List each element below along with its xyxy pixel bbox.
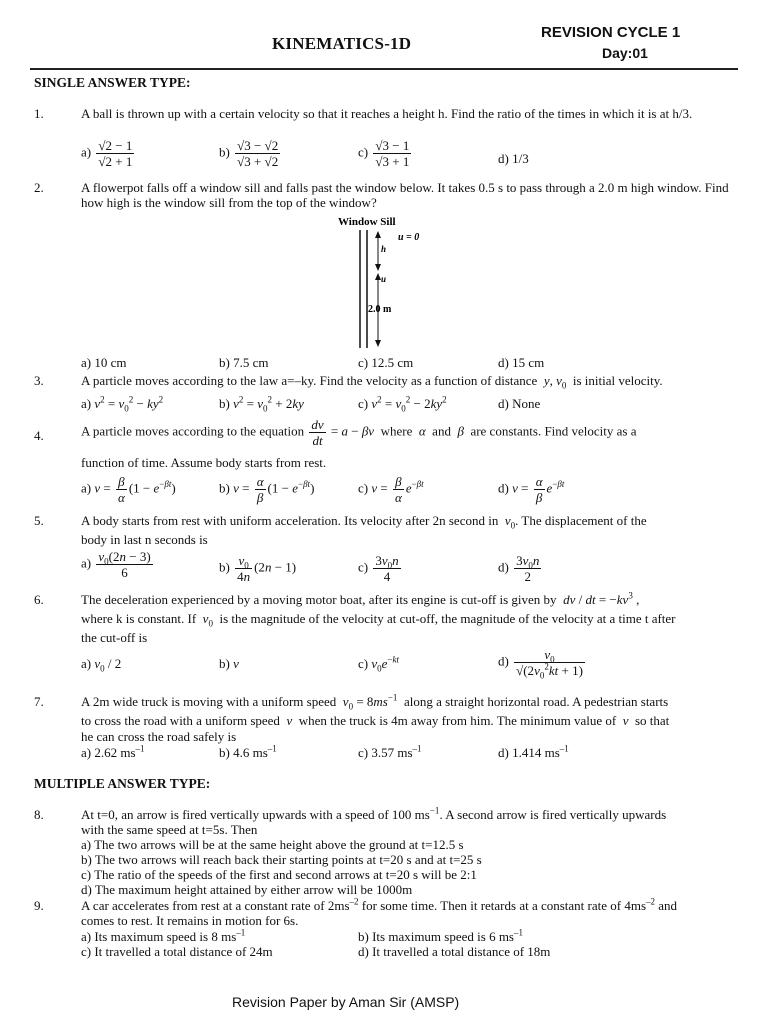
q8-text: At t=0, an arrow is fired vertically upwards with a speed of 100 $ms^{-1}$. A second arrow is fired vertically upwards: [81, 805, 667, 822]
q5-option-d: d) $\frac{3v_0n}{2}$: [498, 553, 540, 584]
fig-u-label: u: [381, 274, 387, 284]
q4-option-c: c) v = $\frac{\beta}{\alpha}$ $e^{-\beta t}$: [358, 474, 424, 505]
q5-text-end: . The displacement of the: [515, 513, 647, 528]
q7-text-line3: he can cross the road safely is: [81, 729, 237, 744]
q9-option-b-exp: –1: [514, 927, 523, 938]
q7-option-d-text: d) 1.414 ms: [498, 745, 560, 760]
q9-exp-2: –2: [646, 896, 656, 907]
q9-text: [81, 898, 677, 914]
q5-text-start: A body starts from rest with uniform acceleration. Its velocity after 2n second in: [81, 513, 499, 528]
q7-line2c: so that: [634, 713, 670, 728]
q7-option-b-exp: –1: [267, 743, 277, 754]
q3-option-d: d) None: [498, 396, 541, 411]
window-sill-figure: [330, 212, 440, 350]
q6-text: The deceleration experienced by a moving motor boat, after its engine is cut-off is given by dv / dt = $-kv^3$ ,: [81, 590, 640, 607]
q7-option-d: [498, 745, 569, 761]
q7-option-c: [358, 745, 422, 761]
q9-option-a: [81, 929, 245, 945]
q3-number: 3.: [34, 373, 44, 388]
q2-option-b: b) 7.5 cm: [219, 355, 269, 370]
q4-option-d: d) v = $\frac{\alpha}{\beta}$ $e^{-\beta t}$: [498, 474, 565, 505]
section-single: SINGLE ANSWER TYPE:: [34, 75, 191, 90]
q7-option-c-text: c) 3.57 ms: [358, 745, 413, 760]
q6-option-d: d) $\frac{v_0}{√(2v_0^2kt + 1)}$: [498, 647, 583, 681]
q4-option-a: a) v = $\frac{\beta}{\alpha}$ $(1 - e^{-\beta t})$: [81, 474, 176, 505]
q9-text-line2: comes to rest. It remains in motion for 6s.: [81, 913, 299, 928]
q8-option-b: b) The two arrows will reach back their starting points at t=20 s and at t=25 s: [81, 852, 482, 867]
q4-number: 4.: [34, 428, 44, 443]
q3-option-b: b) $v^2 = v_0^2 + 2ky$: [219, 394, 304, 414]
q9-option-a-exp: –1: [236, 927, 246, 938]
q8-text-line2: with the same speed at t=5s. Then: [81, 822, 258, 837]
header-rule: [30, 68, 738, 70]
q3-option-a: a) $v^2 = v_0^2 - ky^2$: [81, 394, 164, 414]
q1-text: A ball is thrown up with a certain velocity so that it reaches a height h. Find the ratio of the times in which it is at h/3.: [81, 106, 693, 121]
q6-line2-start: where k is constant. If: [81, 611, 197, 626]
q2-option-c: c) 12.5 cm: [358, 355, 414, 370]
section-multiple: MULTIPLE ANSWER TYPE:: [34, 776, 211, 791]
q9-option-b: [358, 929, 523, 945]
q6-option-c: c) $v_0e^{-kt}$: [358, 654, 399, 674]
q6-text-line2: where k is constant. If $v_0$ is the magnitude of the velocity at cut-off, the magnitude of the velocity at a time t after: [81, 611, 676, 629]
q1-option-c: c) $\frac{√3 - 1}{√3 + 1}$: [358, 138, 410, 169]
fig-2m-label: 2.0 m: [368, 304, 392, 315]
q6-text-line3: the cut-off is: [81, 630, 148, 645]
fig-window-sill-label: Window Sill: [338, 216, 396, 228]
q9-option-c: c) It travelled a total distance of 24m: [81, 944, 273, 959]
q7-text-line2: to cross the road with a uniform speed v when the truck is 4m away from him. The minimum value of v so that: [81, 713, 670, 728]
q5-option-b: b) $\frac{v_0}{4n}$ (2n − 1): [219, 553, 297, 584]
q7-option-b: [219, 745, 277, 761]
q3-text: A particle moves according to the law a=–ky. Find the velocity as a function of distance y, $v_0$ is initial velocity.: [81, 373, 663, 391]
q6-text-start: The deceleration experienced by a moving motor boat, after its engine is cut-off is given by: [81, 592, 557, 607]
q8-option-d: d) The maximum height attained by either arrow will be 1000m: [81, 882, 413, 897]
q7-option-a: [81, 745, 145, 761]
q2-text: A flowerpot falls off a window sill and falls past the window below. It takes 0.5 s to pass through a 2.0 m high window. Find how high is the window sill from the top of the window?: [81, 180, 729, 210]
q7-option-a-text: a) 2.62 ms: [81, 745, 136, 760]
q4-text: A particle moves according to the equation $\frac{dv}{dt}$ = a − βv where α and β are constants. Find velocity as a: [81, 417, 637, 448]
revision-cycle: REVISION CYCLE 1: [541, 24, 681, 41]
q2-number: 2.: [34, 180, 44, 195]
q1-option-d: d) 1/3: [498, 151, 529, 166]
q5-number: 5.: [34, 513, 44, 528]
q7-text: A 2m wide truck is moving with a uniform speed $v_0 = 8ms^{-1}$ along a straight horizontal road. A pedestrian starts: [81, 692, 669, 712]
q9-number: 9.: [34, 898, 44, 913]
q1-number: 1.: [34, 106, 44, 121]
q4-text-end: are constants. Find velocity as a: [470, 423, 637, 439]
footer-credit: Revision Paper by Aman Sir (AMSP): [232, 994, 460, 1010]
q1-option-b: b) $\frac{√3 - √2}{√3 + √2}$: [219, 138, 279, 169]
q2-option-d: d) 15 cm: [498, 355, 545, 370]
q3-text-end: is initial velocity.: [572, 373, 663, 388]
q6-option-a: a) $v_0 / 2$: [81, 656, 122, 674]
q8-option-a: a) The two arrows will be at the same height above the ground at t=12.5 s: [81, 837, 464, 852]
q7-option-d-exp: –1: [559, 743, 569, 754]
q5-option-a: a) $\frac{v_0(2n - 3)}{6}$: [81, 549, 151, 580]
q5-text-line2: body in last n seconds is: [81, 532, 208, 547]
q3-option-c: c) $v^2 = v_0^2 - 2ky^2$: [358, 394, 447, 414]
q7-line2b: when the truck is 4m away from him. The minimum value of: [298, 713, 617, 728]
q9-option-d: d) It travelled a total distance of 18m: [358, 944, 551, 959]
day-label: Day:01: [602, 45, 648, 61]
q6-line2-end: is the magnitude of the velocity at cut-off, the magnitude of the velocity at a time t after: [219, 611, 676, 626]
q8-number: 8.: [34, 807, 44, 822]
fig-h-label: h: [381, 244, 387, 254]
q9-text-c: and: [658, 898, 678, 913]
q7-option-b-text: b) 4.6 ms: [219, 745, 268, 760]
q2-option-a: a) 10 cm: [81, 355, 127, 370]
q4-option-b: b) v = $\frac{\alpha}{\beta}$ $(1 - e^{-\beta t})$: [219, 474, 315, 505]
q9-option-b-text: b) Its maximum speed is 6 ms: [358, 929, 514, 944]
q6-number: 6.: [34, 592, 44, 607]
q4-text-line2: function of time. Assume body starts from rest.: [81, 455, 327, 470]
q9-text-start: A car accelerates from rest at a constant rate of 2ms: [81, 898, 350, 913]
q7-text-start: A 2m wide truck is moving with a uniform speed: [81, 694, 337, 709]
q8-text-b: . A second arrow is fired vertically upwards: [439, 807, 667, 822]
q8-text-start: At t=0, an arrow is fired vertically upwards with a speed of 100 ms: [81, 807, 430, 822]
q8-option-c: c) The ratio of the speeds of the first and second arrows at t=20 s will be 2:1: [81, 867, 477, 882]
q5-text: A body starts from rest with uniform acceleration. Its velocity after 2n second in $v_0$. The displacement of the: [81, 513, 647, 531]
q7-line2a: to cross the road with a uniform speed: [81, 713, 280, 728]
q7-text-b: along a straight horizontal road. A pedestrian starts: [403, 694, 669, 709]
q4-text-mid: where: [380, 423, 413, 439]
page-title: KINEMATICS-1D: [272, 34, 412, 53]
fig-u0-label: u = 0: [398, 232, 420, 243]
q9-text-b: for some time. Then it retards at a constant rate of 4ms: [361, 898, 647, 913]
q4-text-start: A particle moves according to the equation: [81, 423, 305, 439]
q9-exp-1: –2: [349, 896, 359, 907]
q6-option-b: b) v: [219, 656, 239, 671]
q9-option-a-text: a) Its maximum speed is 8 ms: [81, 929, 237, 944]
q1-option-a: a) $\frac{√2 - 1}{√2 + 1}$: [81, 138, 133, 169]
q3-text-start: A particle moves according to the law a=–ky. Find the velocity as a function of distance: [81, 373, 538, 388]
q7-option-a-exp: –1: [135, 743, 145, 754]
q7-option-c-exp: –1: [412, 743, 422, 754]
q5-option-c: c) $\frac{3v_0n}{4}$: [358, 553, 399, 584]
q7-number: 7.: [34, 694, 44, 709]
